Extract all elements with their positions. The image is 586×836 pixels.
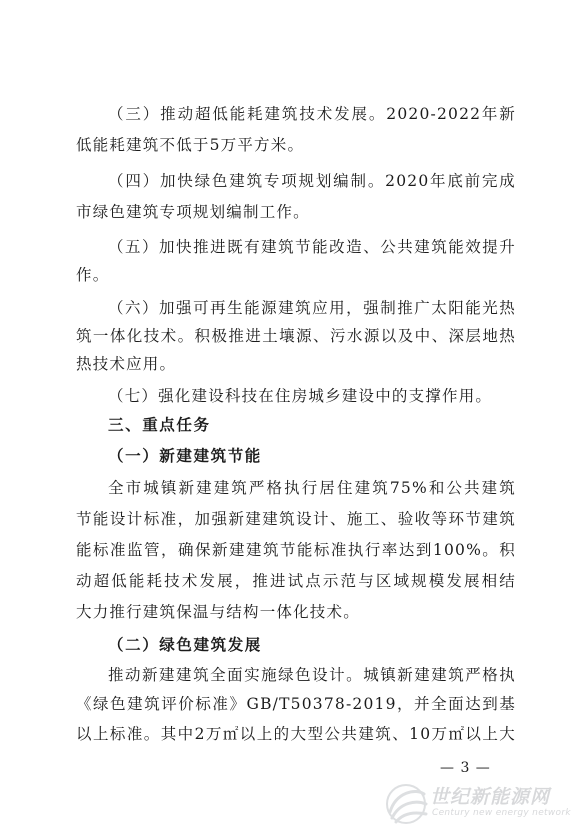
paragraph-line: 全市城镇新建建筑严格执行居住建筑75%和公共建筑	[108, 479, 516, 497]
paragraph-line: （六）加强可再生能源建筑应用，强制推广太阳能光热	[108, 299, 516, 317]
paragraph-line: （五）加快推进既有建筑节能改造、公共建筑能效提升	[108, 238, 516, 256]
watermark-logo-icon	[382, 782, 430, 826]
watermark-name-cn: 世纪新能源网	[430, 786, 551, 808]
subsection-heading: （二）绿色建筑发展	[108, 636, 262, 654]
page-number: — 3 —	[440, 760, 491, 776]
paragraph-line: 热技术应用。	[76, 355, 177, 373]
paragraph-line: 筑一体化技术。积极推进土壤源、污水源以及中、深层地热	[76, 327, 516, 345]
paragraph-line: 《绿色建筑评价标准》GB/T50378-2019，并全面达到基	[76, 695, 516, 713]
section-heading: 三、重点任务	[108, 416, 211, 434]
paragraph-line: 动超低能耗技术发展，推进试点示范与区域规模发展相结	[76, 572, 516, 590]
paragraph-line: 节能设计标准，加强新建建筑设计、施工、验收等环节建筑	[76, 510, 516, 528]
watermark-name-en: Century new energy network	[432, 808, 571, 818]
paragraph-line: 低能耗建筑不低于5万平方米。	[76, 136, 305, 154]
paragraph-line: 大力推行建筑保温与结构一体化技术。	[76, 603, 360, 621]
paragraph-line: （七）强化建设科技在住房城乡建设中的支撑作用。	[108, 387, 493, 405]
subsection-heading: （一）新建建筑节能	[108, 447, 262, 465]
watermark	[382, 778, 582, 832]
paragraph-line: （四）加快绿色建筑专项规划编制。2020年底前完成	[108, 172, 516, 190]
paragraph-line: 市绿色建筑专项规划编制工作。	[76, 203, 310, 221]
paragraph-line: （三）推动超低能耗建筑技术发展。2020-2022年新	[108, 105, 516, 123]
paragraph-line: 以上标准。其中2万㎡以上的大型公共建筑、10万㎡以上大	[76, 725, 516, 743]
paragraph-line: 能标准监管，确保新建建筑节能标准执行率达到100%。积	[76, 541, 516, 559]
paragraph-line: 作。	[76, 266, 110, 284]
paragraph-line: 推动新建建筑全面实施绿色设计。城镇新建建筑严格执	[108, 666, 516, 684]
